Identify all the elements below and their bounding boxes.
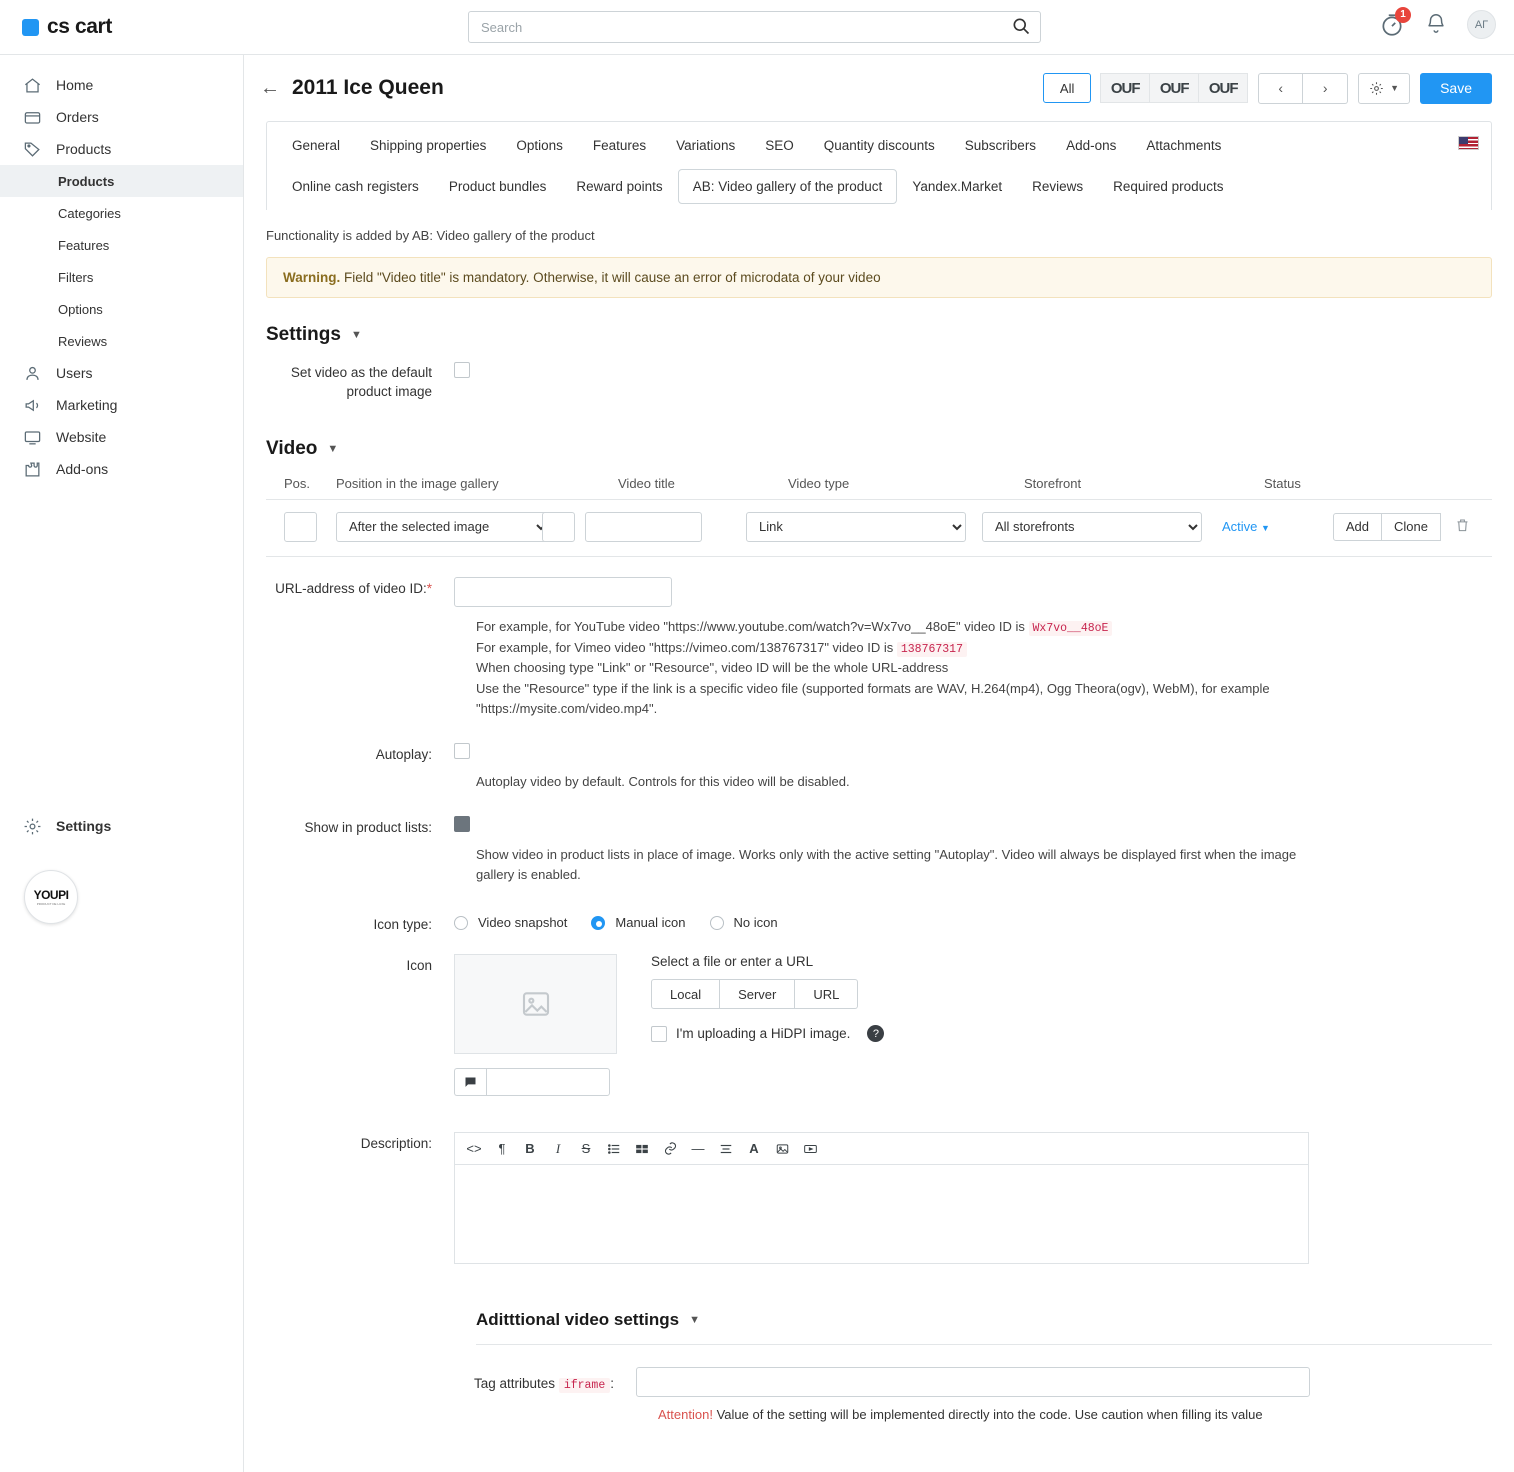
hidpi-checkbox[interactable] [651,1026,667,1042]
hint-vimeo-text: For example, for Vimeo video "https://vimeo.com/138767317" video ID is [476,639,897,655]
file-tab-server[interactable]: Server [720,979,795,1009]
tab-yandex-market[interactable]: Yandex.Market [912,179,1003,194]
text-color-icon[interactable]: A [749,1141,759,1157]
show-in-lists-label: Show in product lists: [304,819,432,835]
search-icon[interactable] [1009,15,1033,39]
product-thumbnail[interactable]: OUF [1100,73,1150,103]
sidebar-item-label: Orders [56,109,99,125]
marketing-icon [22,395,42,415]
column-position-gallery: Position in the image gallery [336,475,499,491]
add-button[interactable]: Add [1333,513,1382,541]
sidebar-item-users[interactable] [0,357,243,389]
website-icon [22,427,42,447]
sidebar-item-label: Marketing [56,397,118,413]
sidebar-item-addons[interactable] [0,453,243,485]
tag-attributes-label [266,1372,636,1392]
tab-general[interactable]: General [292,138,341,153]
default-image-checkbox[interactable] [454,362,470,378]
icon-type-radio-snapshot[interactable] [454,916,468,930]
tab-subscribers[interactable]: Subscribers [964,138,1037,153]
description-editor[interactable] [454,1164,1309,1264]
sidebar-item-label: Users [56,365,93,381]
bold-icon[interactable]: B [525,1141,535,1157]
video-icon[interactable] [797,1136,823,1162]
icon-type-label: Icon type: [373,917,432,933]
addons-icon [22,459,42,479]
tab-features[interactable]: Features [592,138,647,153]
tab-ab-video-gallery[interactable]: AB: Video gallery of the product [678,169,898,204]
all-button[interactable]: All [1043,73,1091,103]
logo-mark-icon [22,19,39,36]
icon-type-option-manual: Manual icon [615,915,686,931]
sidebar [0,55,244,1472]
speed-notification[interactable] [1379,8,1406,38]
sidebar-subitem-features[interactable] [0,229,243,261]
icon-type-radio-none[interactable] [710,916,724,930]
horizontal-rule-icon[interactable]: — [691,1141,705,1157]
icon-type-option-none: No icon [733,915,778,931]
column-pos: Pos. [284,475,311,491]
tab-quantity-discounts[interactable]: Quantity discounts [823,138,935,153]
link-icon[interactable] [657,1136,683,1162]
sidebar-item-home[interactable] [0,69,243,101]
tab-required-products[interactable]: Required products [1113,179,1224,194]
video-title-text: Video [266,437,318,459]
comment-icon [454,1068,486,1096]
default-image-row [266,362,1492,402]
sidebar-item-products[interactable] [0,133,243,165]
products-icon [22,139,42,159]
tag-attributes-input[interactable] [636,1367,1310,1397]
show-in-lists-row [266,816,1492,835]
required-marker: * [426,580,432,596]
brand-badge [24,870,78,924]
clone-button[interactable]: Clone [1382,513,1441,541]
column-video-title: Video title [618,475,675,491]
image-icon[interactable] [769,1136,795,1162]
gear-icon [22,816,42,836]
video-type-select[interactable] [746,512,966,542]
hint-youtube [476,617,1492,638]
storefront-select[interactable] [982,512,1202,542]
sidebar-subitem-reviews[interactable] [0,325,243,357]
settings-section-title[interactable] [266,324,1492,346]
table-row [266,500,1492,557]
sidebar-item-label: Home [56,77,94,93]
logo-text: cs cart [47,15,112,38]
warning-text: Field "Video title" is mandatory. Otherwise, it will cause an error of microdata of your video [344,270,881,285]
icon-upload-label: Icon [406,958,432,974]
tabs-container [266,121,1492,210]
tabs-row-1 [267,122,1491,169]
align-icon[interactable] [713,1136,739,1162]
tab-content [244,210,1514,1462]
attention-note [658,1407,1492,1422]
icon-type-row [266,913,1492,932]
sidebar-settings [0,810,243,842]
settings-dropdown-button[interactable] [1358,73,1410,104]
icon-type-option-snapshot: Video snapshot [478,915,568,931]
sidebar-subitem-label: Features [58,237,110,253]
url-address-input[interactable] [454,577,672,607]
chevron-down-icon: ▼ [689,1314,700,1327]
sidebar-subitem-label: Options [58,301,103,317]
autoplay-label: Autoplay: [375,746,432,762]
hint-youtube-code: Wx7vo__48oE [1029,621,1113,636]
search-input[interactable] [468,11,1041,43]
url-hints [454,617,1492,719]
page-header-actions [1043,73,1492,104]
notification-badge: 1 [1395,7,1411,23]
users-icon [22,363,42,383]
additional-settings-title[interactable] [476,1310,1492,1330]
position-number-input[interactable] [542,512,575,542]
sidebar-item-website[interactable] [0,421,243,453]
icon-upload-row [266,954,1492,1096]
sidebar-subitem-label: Reviews [58,333,108,349]
position-in-gallery-select[interactable] [336,512,550,542]
tab-variations[interactable]: Variations [676,138,736,153]
italic-icon[interactable]: I [555,1140,561,1156]
autoplay-checkbox[interactable] [454,743,470,759]
table-icon[interactable] [629,1136,655,1162]
next-product-button[interactable]: › [1303,73,1348,104]
hint-resource: Use the "Resource" type if the link is a specific video file (supported formats are WAV, H.264(mp4), Ogg Theora(ogv), WebM), for example "https://mysite.com/video.mp4". [476,680,1270,716]
tag-attributes-code: iframe [559,1378,610,1393]
default-image-label: Set video as the default product image [290,365,432,399]
chevron-down-icon: ▼ [1390,83,1400,93]
tag-attributes-row [266,1367,1492,1397]
back-arrow-icon[interactable]: ← [260,77,280,99]
hint-vimeo [476,638,1492,659]
show-in-lists-hint: Show video in product lists in place of image. Works only with the active setting "Autoplay". Video will always be displayed first when the image gallery is enabled. [476,846,1297,883]
sidebar-subitem-products[interactable] [0,165,243,197]
url-address-label-text: URL-address of video ID: [275,580,427,596]
paragraph-icon[interactable]: ¶ [498,1141,506,1157]
top-right-actions [1379,10,1496,39]
sidebar-item-label: Add-ons [56,461,109,477]
url-address-row [266,577,1492,607]
select-file-text: Select a file or enter a URL [651,954,814,970]
sidebar-subitem-options[interactable] [0,293,243,325]
brand-badge-line2: PRODUCT DE LUXE [36,902,66,906]
sidebar-subitem-label: Filters [58,269,94,285]
tab-attachments[interactable]: Attachments [1146,138,1222,153]
pos-input[interactable] [284,512,317,542]
tab-product-bundles[interactable]: Product bundles [448,179,547,194]
bell-icon[interactable] [1425,12,1447,37]
tab-reward-points[interactable]: Reward points [576,179,663,194]
home-icon [22,75,42,95]
app-logo[interactable] [0,15,244,39]
alt-text-input[interactable] [486,1068,610,1096]
page-header [244,55,1514,121]
functionality-note: Functionality is added by AB: Video gallery of the product [266,228,595,243]
tab-shipping-properties[interactable]: Shipping properties [370,138,487,153]
file-tab-local[interactable]: Local [651,979,720,1009]
hint-youtube-text: For example, for YouTube video "https://www.youtube.com/watch?v=Wx7vo__48oE" video ID is [476,618,1029,634]
description-label: Description: [360,1136,432,1152]
url-address-label [266,577,454,596]
prev-product-button[interactable]: ‹ [1258,73,1303,104]
attention-text: Value of the setting will be implemented directly into the code. Use caution when filling its value [716,1407,1263,1423]
warning-label: Warning. [283,270,341,285]
sidebar-subitem-filters[interactable] [0,261,243,293]
language-flag-icon[interactable] [1458,136,1479,150]
additional-settings [454,1310,1492,1345]
tab-options[interactable]: Options [516,138,563,153]
question-icon[interactable]: ? [867,1025,884,1042]
tag-attributes-colon: : [610,1376,614,1392]
status-dropdown[interactable] [1222,519,1270,534]
attention-label: Attention! [658,1407,713,1423]
editor-toolbar [454,1132,1309,1164]
hint-link: When choosing type "Link" or "Resource", video ID will be the whole URL-address [476,660,949,676]
autoplay-row [266,743,1492,762]
autoplay-hint: Autoplay video by default. Controls for this video will be disabled. [476,773,850,789]
page-title: 2011 Ice Queen [292,76,444,99]
sidebar-subitem-label: Products [58,173,115,189]
sidebar-item-label: Products [56,141,112,157]
show-in-lists-checkbox[interactable] [454,816,470,832]
sidebar-subitem-label: Categories [58,205,121,221]
file-tab-url[interactable]: URL [795,979,858,1009]
list-icon[interactable] [601,1136,627,1162]
divider [476,1344,1492,1345]
sidebar-subitem-categories[interactable] [0,197,243,229]
tabs-row-2 [267,169,1491,210]
tab-online-cash-registers[interactable]: Online cash registers [292,179,419,194]
main-content [244,55,1514,1472]
column-status: Status [1264,475,1301,491]
tab-add-ons[interactable]: Add-ons [1066,138,1117,153]
product-thumbnails [1101,73,1248,103]
tab-reviews[interactable]: Reviews [1032,179,1084,194]
product-thumbnail[interactable]: OUF [1198,73,1248,103]
status-label: Active [1222,519,1258,535]
tab-seo[interactable]: SEO [765,138,794,153]
chevron-down-icon: ▼ [350,329,362,341]
additional-settings-title-text: Aditttional video settings [476,1310,680,1330]
sidebar-item-label: Website [56,429,107,445]
warning-banner [266,257,1492,298]
gear-icon [1369,81,1384,96]
strikethrough-icon[interactable]: S [581,1141,591,1157]
settings-title-text: Settings [266,324,341,345]
image-placeholder-icon [517,988,555,1020]
search-box [468,11,1041,43]
video-section-title[interactable] [266,438,1492,460]
sidebar-item-marketing[interactable] [0,389,243,421]
brand-badge-line1: YOUPI [33,888,69,902]
alt-text-row [454,1068,617,1096]
column-video-type: Video type [788,475,850,491]
trash-icon[interactable] [1455,517,1470,537]
column-storefront: Storefront [1024,475,1082,491]
icon-type-radio-manual[interactable] [591,916,605,930]
top-bar [0,0,1514,55]
tag-attributes-label-text: Tag attributes [474,1376,556,1392]
product-thumbnail[interactable]: OUF [1149,73,1199,103]
code-icon[interactable]: <> [466,1141,482,1157]
sidebar-settings-label: Settings [56,818,112,834]
save-button[interactable]: Save [1420,73,1492,104]
sidebar-item-orders[interactable] [0,101,243,133]
file-source-tabs [651,979,884,1009]
icon-preview[interactable] [454,954,617,1054]
chevron-down-icon: ▼ [1261,523,1270,534]
hint-vimeo-code: 138767317 [897,642,967,657]
sidebar-item-settings[interactable] [0,810,243,842]
chevron-down-icon: ▼ [327,442,339,455]
avatar[interactable]: АГ [1467,10,1496,39]
description-row [266,1132,1492,1264]
video-table-header [266,476,1492,500]
hidpi-label: I'm uploading a HiDPI image. [676,1026,851,1042]
orders-icon [22,107,42,127]
video-title-input[interactable] [585,512,702,542]
